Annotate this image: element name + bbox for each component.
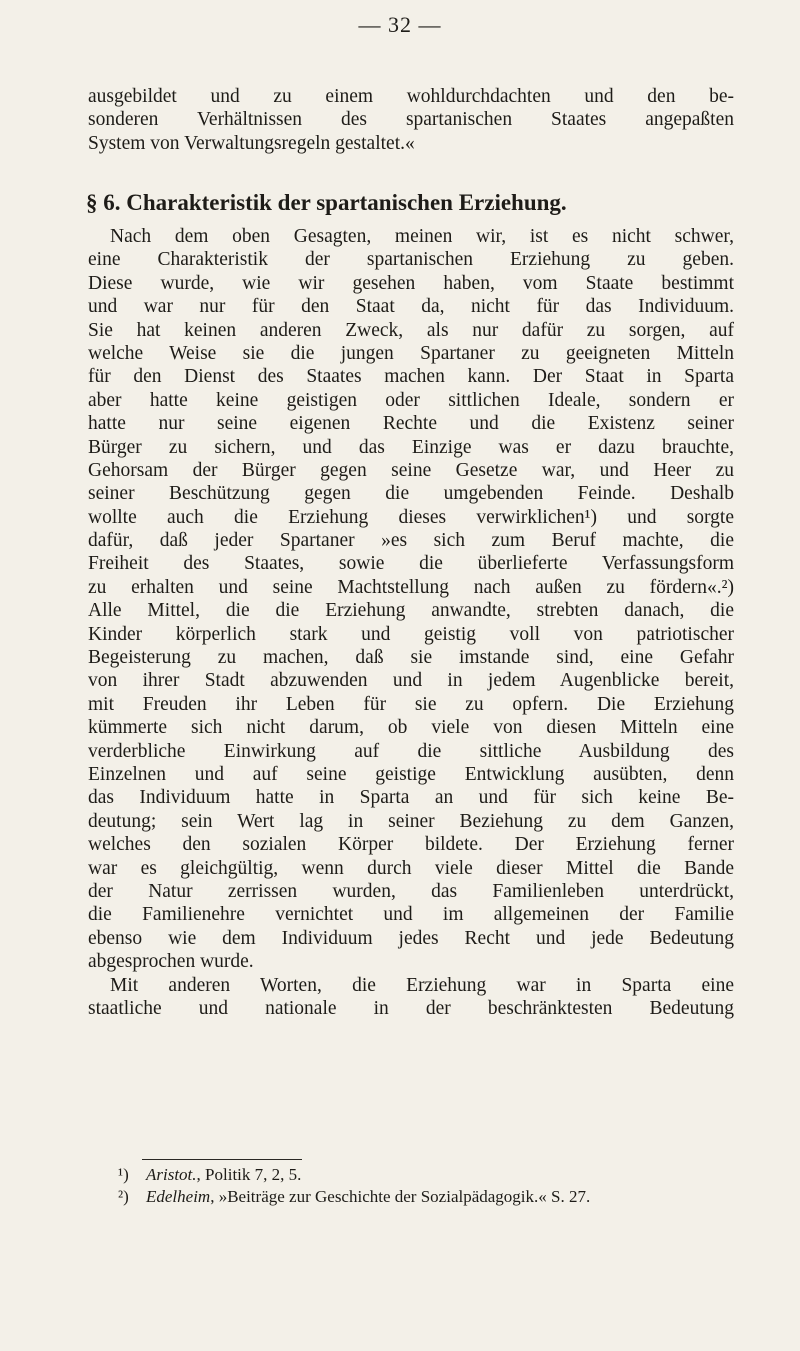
text-line: zu erhalten und seine Machtstellung nach außen zu fördern«.²): [88, 576, 734, 598]
text-line: abgesprochen wurde.: [88, 951, 254, 973]
text-line: sonderen Verhältnissen des spartanischen Staates angepaßten: [88, 109, 734, 131]
text-line: dafür, daß jeder Spartaner »es sich zum Beruf machte, die: [88, 530, 734, 552]
footnote-marker: ¹): [118, 1165, 129, 1184]
text-line: Gehorsam der Bürger gegen seine Gesetze war, und Heer zu: [88, 459, 734, 481]
text-line: Nach dem oben Gesagten, meinen wir, ist es nicht schwer,: [110, 226, 734, 247]
footnote-author: Edelheim: [146, 1187, 211, 1206]
text-line: für den Dienst des Staates machen kann. Der Staat in Sparta: [88, 366, 734, 388]
footnotes: [118, 1164, 590, 1208]
text-line: aber hatte keine geistigen oder sittlichen Ideale, sondern er: [88, 389, 734, 411]
text-line: deutung; sein Wert lag in seiner Beziehung zu dem Ganzen,: [88, 810, 734, 832]
text-line: Sie hat keinen anderen Zweck, als nur dafür zu sorgen, auf: [88, 319, 734, 341]
text-line: mit Freuden ihr Leben für sie zu opfern. Die Erziehung: [88, 693, 734, 715]
text-line: welche Weise sie die jungen Spartaner zu geeigneten Mitteln: [88, 342, 734, 364]
footnote-text: , »Beiträge zur Geschichte der Sozialpädagogik.« S. 27.: [210, 1187, 591, 1206]
text-line: verderbliche Einwirkung auf die sittliche Ausbildung des: [88, 740, 734, 762]
footnote-divider: [142, 1159, 302, 1160]
text-line: staatliche und nationale in der beschränktesten Bedeutung: [88, 997, 734, 1019]
text-line: die Familienehre vernichtet und im allgemeinen der Familie: [88, 904, 734, 926]
text-line: hatte nur seine eigenen Rechte und die Existenz seiner: [88, 413, 734, 435]
footnote-author: Aristot.: [146, 1165, 197, 1184]
text-line: System von Verwaltungsregeln gestaltet.«: [88, 132, 415, 154]
text-line: welches den sozialen Körper bildete. Der Erziehung ferner: [88, 834, 734, 856]
body-paragraphs: [88, 225, 734, 1020]
text-line: eine Charakteristik der spartanischen Erziehung zu geben.: [88, 249, 734, 271]
text-line: Diese wurde, wie wir gesehen haben, vom Staate bestimmt: [88, 272, 734, 294]
text-line: wollte auch die Erziehung dieses verwirklichen¹) und sorgte: [88, 506, 734, 528]
text-line: Alle Mittel, die die Erziehung anwandte, strebten danach, die: [88, 600, 734, 622]
footnote-1: [118, 1164, 590, 1186]
text-line: Bürger zu sichern, und das Einzige was er dazu brauchte,: [88, 436, 734, 458]
footnote-text: , Politik 7, 2, 5.: [196, 1165, 302, 1184]
footnote-2: [118, 1186, 590, 1208]
text-line: ausgebildet und zu einem wohldurchdachten und den be-: [88, 86, 734, 107]
page-number: — 32 —: [358, 12, 442, 37]
text-line: der Natur zerrissen wurden, das Familienleben unterdrückt,: [88, 880, 734, 902]
text-line: Freiheit des Staates, sowie die überlieferte Verfassungsform: [88, 553, 734, 575]
text-line: Begeisterung zu machen, daß sie imstande sind, eine Gefahr: [88, 647, 734, 669]
text-line: seiner Beschützung gegen die umgebenden Feinde. Deshalb: [88, 483, 734, 505]
footnote-marker: ²): [118, 1187, 129, 1206]
text-line: kümmerte sich nicht darum, ob viele von diesen Mitteln eine: [88, 717, 734, 739]
text-line: Kinder körperlich stark und geistig voll von patriotischer: [88, 623, 734, 645]
text-line: von ihrer Stadt abzuwenden und in jedem Augenblicke bereit,: [88, 670, 734, 692]
section-heading: § 6. Charakteristik der spartanischen Erziehung.: [86, 190, 567, 215]
text-line: Einzelnen und auf seine geistige Entwicklung ausübten, denn: [88, 763, 734, 785]
intro-paragraph: [88, 85, 734, 155]
text-line: Mit anderen Worten, die Erziehung war in Sparta eine: [110, 974, 734, 996]
text-line: ebenso wie dem Individuum jedes Recht und jede Bedeutung: [88, 927, 734, 949]
text-line: und war nur für den Staat da, nicht für das Individuum.: [88, 296, 734, 318]
text-line: das Individuum hatte in Sparta an und für sich keine Be-: [88, 787, 734, 809]
text-line: war es gleichgültig, wenn durch viele dieser Mittel die Bande: [88, 857, 734, 879]
